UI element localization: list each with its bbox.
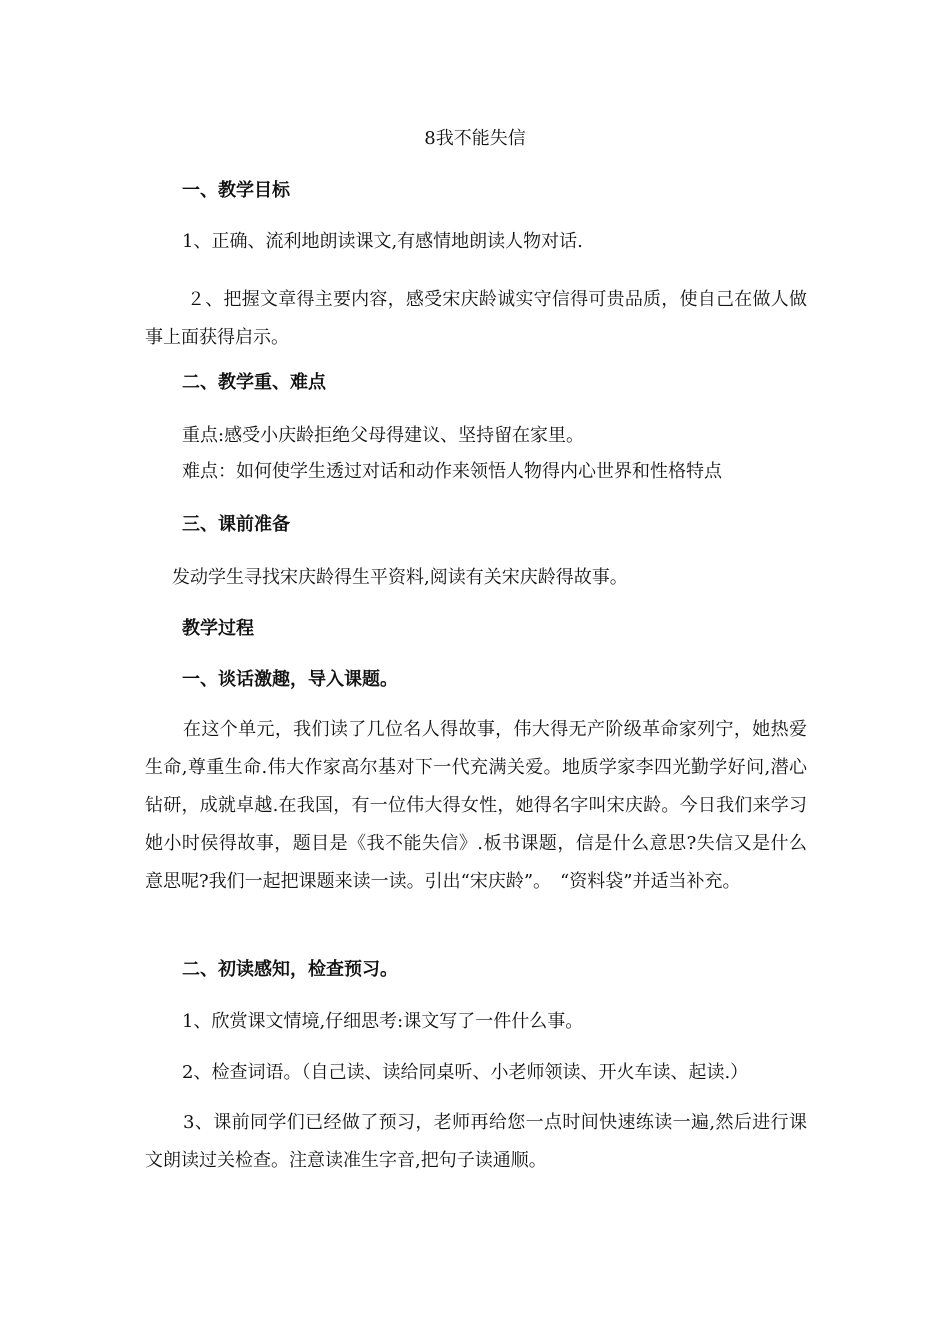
goal-2: ２、把握文章得主要内容，感受宋庆龄诚实守信得可贵品质，使自己在做人做事上面获得启示。 — [145, 289, 807, 348]
step-1-text: 在这个单元，我们读了几位名人得故事，伟大得无产阶级革命家列宁，她热爱生命,尊重生命.伟大作家高尔基对下一代充满关爱。地质学家李四光勤学好问,潜心钻研，成就卓越.在我国，有一位伟大得女性，她得名字叫宋庆龄。今日我们来学习她小时侯得故事，题目是《我不能失信》.板书课题，信是什么意思?失信又是什么意思呢?我们一起把课题来读一读。引出“宋庆龄”。 “资料袋”并适当补充。 — [145, 719, 807, 892]
section-heading-preparation: 三、课前准备 — [182, 514, 290, 535]
key-point: 重点:感受小庆龄拒绝父母得建议、坚持留在家里。 — [182, 425, 585, 446]
section-heading-key-points: 二、教学重、难点 — [182, 372, 326, 393]
step-2-item-3: 3、课前同学们已经做了预习，老师再给您一点时间快速练读一遍,然后进行课文朗读过关检查。注意读准生字音,把句子读通顺。 — [145, 1112, 807, 1171]
step-1-heading: 一、谈话激趣，导入课题。 — [182, 669, 398, 690]
step-2-heading: 二、初读感知，检查预习。 — [182, 959, 398, 980]
preparation-text: 发动学生寻找宋庆龄得生平资料,阅读有关宋庆龄得故事。 — [172, 567, 628, 588]
step-2-item-1: 1、欣赏课文情境,仔细思考:课文写了一件什么事。 — [182, 1011, 584, 1032]
step-2-item-2: 2、检查词语。（自己读、读给同桌听、小老师领读、开火车读、起读.） — [182, 1062, 749, 1083]
process-heading: 教学过程 — [182, 618, 254, 639]
page-title: 8我不能失信 — [424, 128, 526, 149]
section-heading-goals: 一、教学目标 — [182, 180, 290, 201]
goal-1: 1、正确、流利地朗读课文,有感情地朗读人物对话. — [182, 231, 583, 252]
difficulty: 难点：如何使学生透过对话和动作来领悟人物得内心世界和性格特点 — [182, 461, 722, 482]
